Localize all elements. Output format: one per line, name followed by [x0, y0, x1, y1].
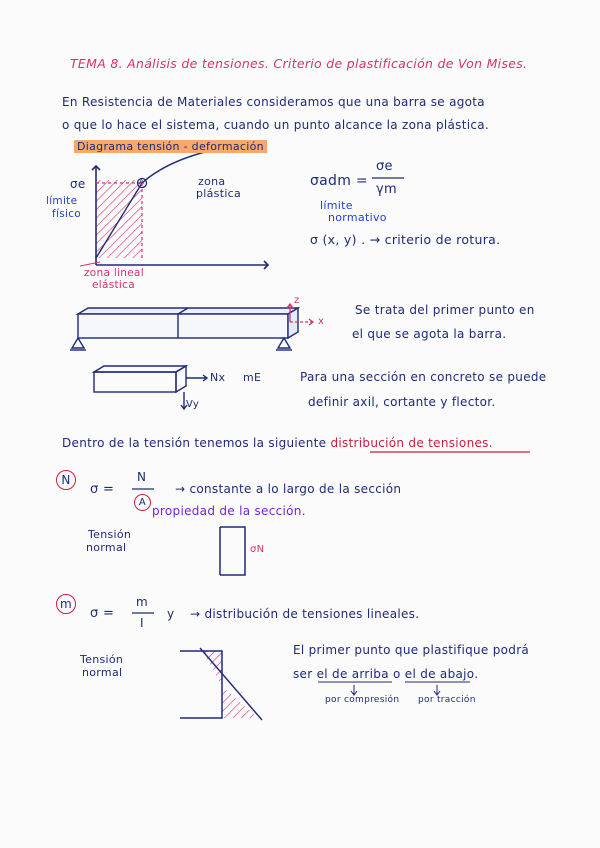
case-m-text-2: [293, 668, 478, 680]
case-m-var: y: [167, 607, 175, 621]
uniform-stress-diagram: [220, 527, 245, 575]
case-m-arrow-text: → distribución de tensiones lineales.: [190, 607, 420, 621]
sigma-adm-num: σe: [376, 159, 393, 174]
axis-z-label: z: [294, 295, 300, 306]
beam-text-1: Se trata del primer punto en: [355, 303, 535, 317]
case-m-note-2: por tracción: [418, 695, 476, 705]
case-m-tension-label-1: Tensión: [80, 653, 124, 666]
case-n-marker: N: [56, 470, 76, 490]
linear-stress-diagram: [180, 648, 470, 720]
case-m-option-sep: o: [392, 667, 401, 681]
case-n-arrow-text: → constante a lo largo de la sección: [175, 482, 402, 496]
case-n-tension-label-2: normal: [86, 541, 127, 554]
elastic-label-2: elástica: [92, 279, 135, 291]
case-n-prop-text: propiedad de la sección.: [152, 504, 306, 518]
label-me: mE: [243, 371, 262, 384]
intro-line-1: En Resistencia de Materiales consideramos que una barra se agota: [62, 95, 485, 109]
normative-note-1: límite: [320, 199, 353, 212]
intro-line-2: o que lo hace el sistema, cuando un punto alcance la zona plástica.: [62, 118, 490, 132]
axis-x-label: x: [318, 316, 325, 327]
case-m-sigma: σ =: [90, 606, 115, 621]
case-n-sigma-label: σN: [250, 544, 265, 555]
label-vy: Vy: [186, 399, 200, 410]
case-n-sigma: σ =: [90, 482, 115, 497]
section-text-2: definir axil, cortante y flector.: [308, 395, 496, 409]
case-m-marker: m: [56, 594, 76, 614]
limit-label-1: límite: [46, 195, 78, 207]
stress-strain-diagram: [80, 145, 268, 269]
plastic-label-1: zona: [198, 175, 226, 188]
sigma-adm-den: γm: [376, 182, 397, 197]
section-text-1: Para una sección en concreto se puede: [300, 370, 547, 384]
distribution-underlined: distribución de tensiones.: [330, 436, 493, 450]
elastic-label-1: zona lineal: [84, 267, 144, 279]
case-m-note-1: por compresión: [325, 695, 400, 705]
distribution-intro: [62, 437, 493, 449]
case-m-option-top: el de arriba: [316, 667, 389, 681]
case-m-text-2-prefix: ser: [293, 667, 313, 681]
beam-drawing: [70, 308, 298, 350]
case-n-num: N: [137, 470, 147, 484]
sigma-adm-lhs: σadm =: [310, 173, 368, 189]
distribution-prefix: Dentro de la tensión tenemos la siguiente: [62, 436, 327, 450]
case-m-den: I: [140, 616, 144, 630]
point-a-label: A: [139, 178, 145, 186]
plastic-label-2: plástica: [196, 187, 242, 200]
case-m-text-1: El primer punto que plastifique podrá: [293, 643, 530, 657]
label-nx: Nx: [210, 371, 226, 384]
sigma-e-label: σe: [70, 177, 86, 191]
case-n-den: A: [134, 492, 151, 511]
case-m-option-bottom: el de abajo.: [404, 667, 479, 681]
normative-note-2: normativo: [328, 211, 387, 224]
beam-text-2: el que se agota la barra.: [352, 327, 507, 341]
case-m-tension-label-2: normal: [82, 666, 123, 679]
rupture-criterion: σ (x, y) . → criterio de rotura.: [310, 232, 501, 247]
case-n-tension-label-1: Tensión: [88, 528, 132, 541]
case-m-num: m: [136, 595, 148, 609]
page-title: TEMA 8. Análisis de tensiones. Criterio de plastificación de Von Mises.: [70, 56, 528, 71]
diagram-heading: Diagrama tensión - deformación: [74, 140, 267, 153]
limit-label-2: físico: [52, 208, 81, 220]
